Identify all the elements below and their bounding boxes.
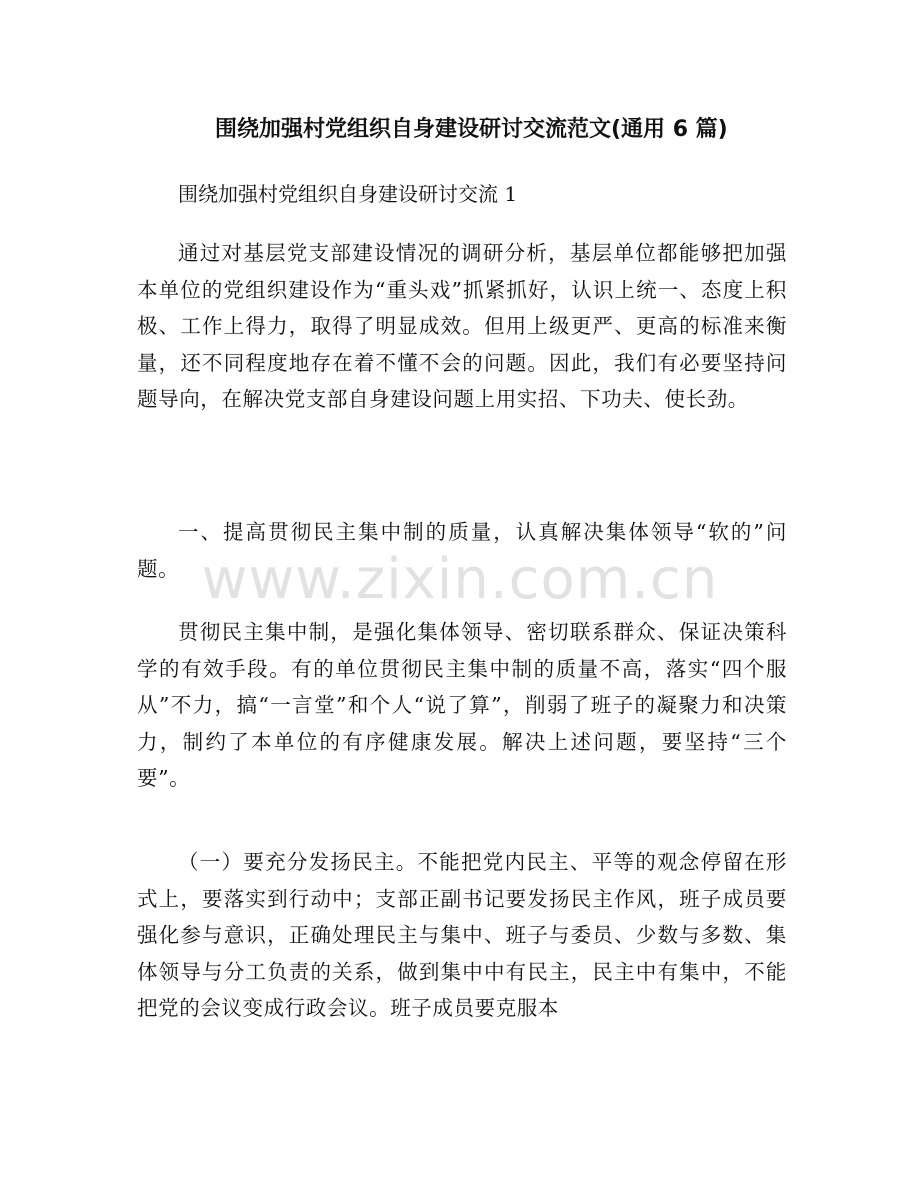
paragraph-heading-one: 一、提高贯彻民主集中制的质量，认真解决集体领导“软的”问题。 <box>137 520 787 581</box>
watermark: www.zixin.com.cn <box>201 547 719 612</box>
section-subtitle: 围绕加强村党组织自身建设研讨交流 1 <box>178 182 518 206</box>
paragraph-democratic-centralism: 贯彻民主集中制，是强化集体领导、密切联系群众、保证决策科学的有效手段。有的单位贯彻民主集中制的质量不高，落实“四个服从”不力，搞“一言堂”和个人“说了算”，削弱了班子的凝聚力和决策力，制约了本单位的有序健康发展。解决上述问题，要坚持“三个要”。 <box>137 620 787 790</box>
paragraph-item-one: （一）要充分发扬民主。不能把党内民主、平等的观念停留在形式上，要落实到行动中；支部正副书记要发扬民主作风，班子成员要强化参与意识，正确处理民主与集中、班子与委员、少数与多数、集体领导与分工负责的关系，做到集中中有民主，民主中有集中，不能把党的会议变成行政会议。班子成员要克服本 <box>137 850 787 1020</box>
document-title: 围绕加强村党组织自身建设研讨交流范文(通用 6 篇) <box>215 117 728 142</box>
paragraph-intro: 通过对基层党支部建设情况的调研分析，基层单位都能够把加强本单位的党组织建设作为“重头戏”抓紧抓好，认识上统一、态度上积极、工作上得力，取得了明显成效。但用上级更严、更高的标准来衡量，还不同程度地存在着不懂不会的问题。因此，我们有必要坚持问题导向，在解决党支部自身建设问题上用实招、下功夫、使长劲。 <box>137 241 787 411</box>
